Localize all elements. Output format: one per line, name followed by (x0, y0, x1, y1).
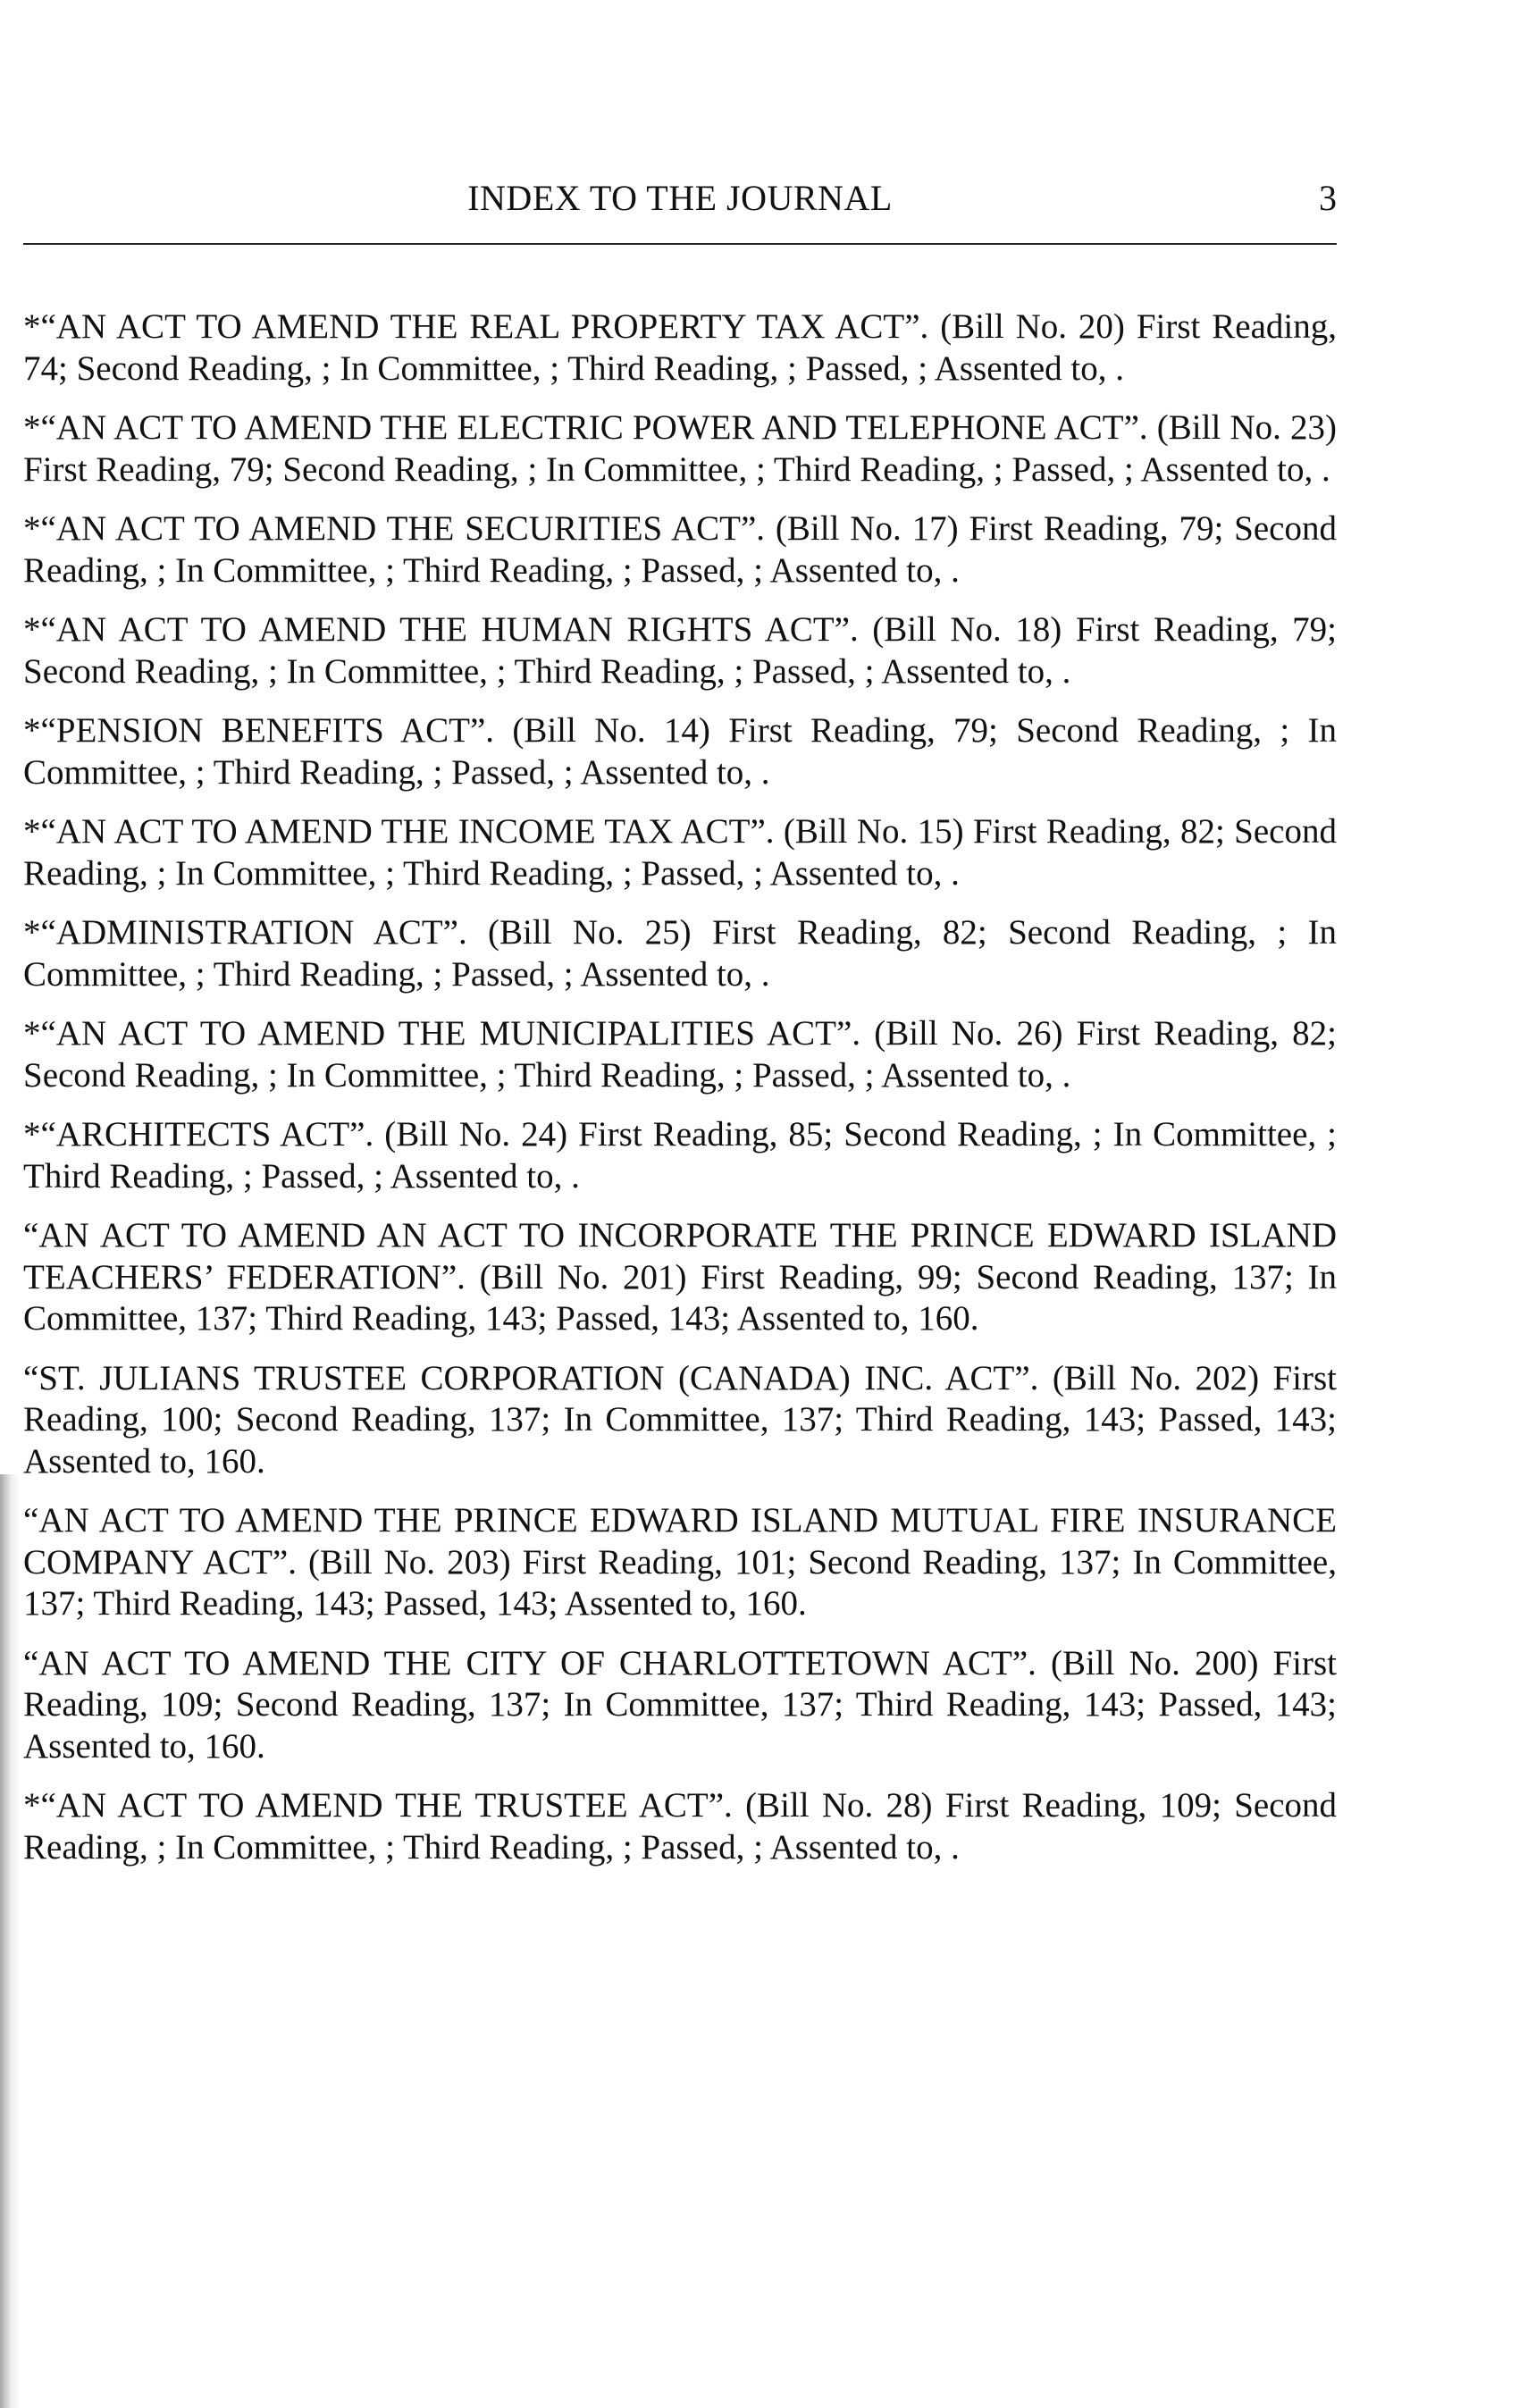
running-title: INDEX TO THE JOURNAL (467, 178, 893, 218)
index-entry: *“AN ACT TO AMEND THE INCOME TAX ACT”. (Bill No. 15) First Reading, 82; Second Reading, ; In Committee, ; Third Reading, ; Passed, ; Assented to, . (23, 812, 1337, 893)
index-entry: “AN ACT TO AMEND AN ACT TO INCORPORATE THE PRINCE EDWARD ISLAND TEACHERS’ FEDERATION”. (Bill No. 201) First Reading, 99; Second Reading, 137; In Committee, 137; Third Reading, 143; Passed, 143; Assented to, 160. (23, 1216, 1337, 1338)
index-entry: *“ARCHITECTS ACT”. (Bill No. 24) First Reading, 85; Second Reading, ; In Committee, ; Third Reading, ; Passed, ; Assented to, . (23, 1115, 1337, 1196)
index-entry: *“AN ACT TO AMEND THE TRUSTEE ACT”. (Bill No. 28) First Reading, 109; Second Reading, ; In Committee, ; Third Reading, ; Passed, ; Assented to, . (23, 1786, 1337, 1867)
running-head (23, 175, 1337, 229)
header-rule (23, 243, 1337, 245)
page-number: 3 (1319, 178, 1337, 218)
index-entry: *“ADMINISTRATION ACT”. (Bill No. 25) First Reading, 82; Second Reading, ; In Committee, ; Third Reading, ; Passed, ; Assented to, . (23, 913, 1337, 994)
index-entry: *“AN ACT TO AMEND THE HUMAN RIGHTS ACT”. (Bill No. 18) First Reading, 79; Second Reading, ; In Committee, ; Third Reading, ; Passed, ; Assented to, . (23, 610, 1337, 691)
index-entry: *“AN ACT TO AMEND THE SECURITIES ACT”. (Bill No. 17) First Reading, 79; Second Reading, ; In Committee, ; Third Reading, ; Passed, ; Assented to, . (23, 509, 1337, 590)
index-entry: *“AN ACT TO AMEND THE MUNICIPALITIES ACT”. (Bill No. 26) First Reading, 82; Second Reading, ; In Committee, ; Third Reading, ; Passed, ; Assented to, . (23, 1014, 1337, 1095)
page-binding-shadow (0, 1474, 20, 2408)
index-entry: *“AN ACT TO AMEND THE ELECTRIC POWER AND TELEPHONE ACT”. (Bill No. 23) First Reading, 79; Second Reading, ; In Committee, ; Third Reading, ; Passed, ; Assented to, . (23, 408, 1337, 489)
index-entry: *“AN ACT TO AMEND THE REAL PROPERTY TAX ACT”. (Bill No. 20) First Reading, 74; Second Reading, ; In Committee, ; Third Reading, ; Passed, ; Assented to, . (23, 307, 1337, 388)
index-entry: “AN ACT TO AMEND THE CITY OF CHARLOTTETOWN ACT”. (Bill No. 200) First Reading, 109; Second Reading, 137; In Committee, 137; Third Reading, 143; Passed, 143; Assented to, 160. (23, 1643, 1337, 1766)
index-entry: “ST. JULIANS TRUSTEE CORPORATION (CANADA) INC. ACT”. (Bill No. 202) First Reading, 100; Second Reading, 137; In Committee, 137; Third Reading, 143; Passed, 143; Assented to, 160. (23, 1358, 1337, 1481)
index-entries (23, 306, 1337, 1886)
index-entry: “AN ACT TO AMEND THE PRINCE EDWARD ISLAND MUTUAL FIRE INSURANCE COMPANY ACT”. (Bill No. 203) First Reading, 101; Second Reading, 137; In Committee, 137; Third Reading, 143; Passed, 143; Assented to, 160. (23, 1501, 1337, 1623)
index-entry: *“PENSION BENEFITS ACT”. (Bill No. 14) First Reading, 79; Second Reading, ; In Committee, ; Third Reading, ; Passed, ; Assented to, . (23, 711, 1337, 792)
